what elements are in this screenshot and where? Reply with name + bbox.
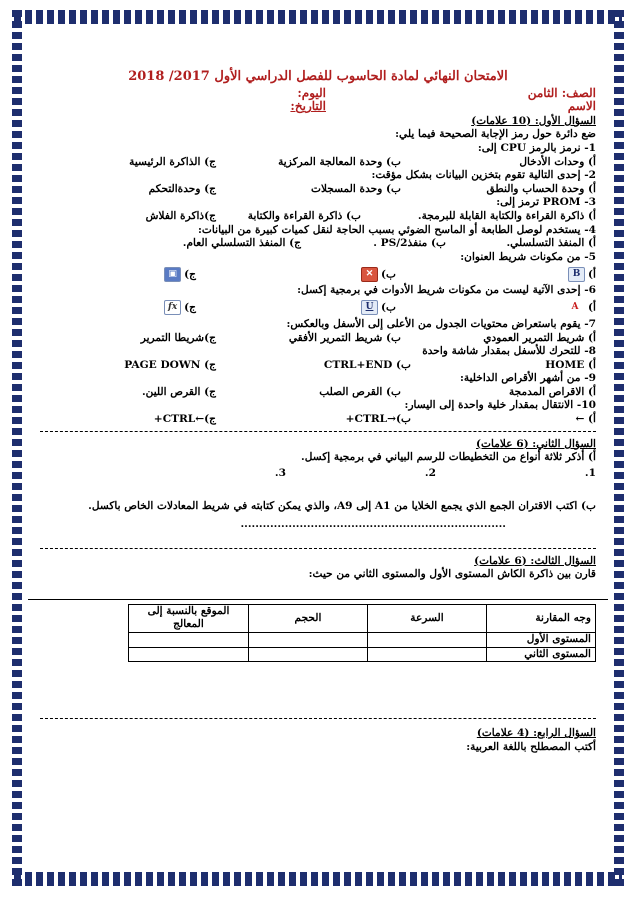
q1-item-5-options	[40, 264, 596, 284]
table-header-cell: وجه المقارنة	[487, 604, 596, 632]
answer-3-number: 3.	[274, 466, 286, 479]
section-rule	[28, 599, 608, 600]
q1-item-10-options	[40, 413, 596, 427]
option-a: أ) شريط التمرير العمودي	[483, 331, 596, 344]
comparison-table	[128, 604, 596, 662]
option-b: ب)→CTRL+	[345, 413, 411, 426]
table-header-cell: الموقع بالنسبة إلى المعالج	[129, 604, 249, 632]
table-row-label: المستوى الأول	[487, 633, 596, 648]
function-icon: fx	[164, 300, 181, 315]
underline-icon: U	[361, 300, 378, 315]
q2-part-b: ب) اكتب الاقتران الجمع الذي يجمع الخلايا من A1 إلى A9، والذي يمكن كتابته في شريط المعادلات الخاص باكسل.	[88, 500, 596, 513]
q1-item-6-stem: 6- إحدى الآتية ليست من مكونات شريط الأدوات في برمجية إكسل:	[297, 284, 596, 297]
q2-part-a: أ) أذكر ثلاثة أنواع من التخطيطات للرسم البياني في برمجية إكسل.	[301, 451, 596, 464]
option-b	[196, 267, 396, 282]
header-row-1	[40, 87, 596, 101]
section-divider	[40, 431, 596, 432]
q1-instruction: ضع دائرة حول رمز الإجابة الصحيحة فيما يلي:	[395, 128, 596, 141]
q1-item-3-options	[40, 210, 596, 224]
option-a: أ) المنفذ التسلسلي.	[506, 237, 596, 250]
q1-item-9-options	[40, 386, 596, 400]
q1-item-9-stem: 9- من أشهر الأقراص الداخلية:	[460, 372, 596, 385]
bold-icon: B	[568, 267, 585, 282]
q1-item-4-options	[40, 237, 596, 251]
answer-cell[interactable]	[129, 647, 249, 662]
option-c: ج) PAGE DOWN	[124, 358, 216, 371]
option-c: ج) الذاكرة الرئيسية	[129, 155, 216, 168]
date-label: التاريخ:	[290, 99, 326, 114]
section-divider	[40, 718, 596, 719]
q1-title: السؤال الأول: (10 علامات)	[471, 114, 596, 127]
option-a-label: أ)	[588, 301, 596, 314]
q4-title: السؤال الرابع: (4 علامات)	[476, 727, 596, 740]
font-color-icon: A	[565, 301, 585, 314]
q1-item-7-options	[40, 332, 596, 346]
option-a	[396, 267, 596, 282]
option-c: ج)ذاكرة الفلاش	[145, 209, 216, 222]
option-a: أ) الاقراص المدمجة	[508, 385, 596, 398]
q4-instruction: أكتب المصطلح باللغة العربية:	[466, 740, 596, 753]
close-icon: ✕	[361, 267, 378, 282]
option-a: أ) وحدة الحساب والنطق	[486, 182, 596, 195]
q2-answer-dots: ........................................................................	[240, 518, 506, 531]
option-c: ج) وحدةالتحكم	[148, 182, 216, 195]
answer-cell[interactable]	[129, 633, 249, 648]
grade-label: الصف: الثامن	[527, 85, 596, 100]
q3-instruction: قارن بين ذاكرة الكاش المستوى الأول والمستوى الثاني من حيث:	[308, 568, 596, 581]
table-header-cell: الحجم	[249, 604, 368, 632]
q1-item-8-stem: 8- للتحرك للأسفل بمقدار شاشة واحدة	[422, 345, 596, 358]
table-row	[129, 647, 596, 662]
q1-item-1-options	[40, 156, 596, 170]
option-b: ب) وحدة المعالجة المركزية	[278, 155, 401, 168]
q1-item-10-stem: 10- الانتقال بمقدار خلية واحدة إلى اليسار:	[404, 399, 596, 412]
name-label: الاسم	[567, 99, 596, 114]
answer-1-number: 1.	[584, 466, 596, 479]
q1-item-1-stem: 1- نرمز بالرمز CPU إلى:	[477, 141, 596, 154]
option-c: ج)←CTRL+	[153, 413, 216, 426]
answer-2-number: 2.	[424, 466, 436, 479]
option-c	[40, 300, 196, 315]
option-b: ب) وحدة المسجلات	[310, 182, 401, 195]
option-a: أ) ذاكرة القراءة والكتابة القابلة للبرمجة.	[417, 209, 596, 222]
section-divider	[40, 548, 596, 549]
option-b-label: ب)	[381, 301, 396, 314]
option-a	[396, 301, 596, 315]
option-b-label: ب)	[381, 268, 396, 281]
table-row-label: المستوى الثاني	[487, 647, 596, 662]
table-header-row	[129, 604, 596, 632]
table-header-cell: السرعة	[368, 604, 487, 632]
option-a: أ) ←	[575, 413, 596, 426]
header-row-2	[40, 100, 596, 114]
option-a: أ) HOME	[545, 358, 596, 371]
option-b: ب) CTRL+END	[323, 358, 411, 371]
page-border-top	[14, 10, 622, 24]
exam-content	[40, 62, 596, 754]
q1-item-5-stem: 5- من مكونات شريط العنوان:	[460, 250, 596, 263]
exam-title: الامتحان النهائي لمادة الحاسوب للفصل الدراسي الأول 2017/ 2018	[128, 69, 508, 84]
option-b: ب) شريط التمرير الأفقي	[288, 331, 401, 344]
q1-item-2-options	[40, 183, 596, 197]
answer-cell[interactable]	[249, 633, 368, 648]
q1-item-3-stem: 3- PROM ترمز إلى:	[496, 196, 596, 209]
page-border-bottom	[14, 872, 622, 886]
option-b: ب) منفذPS/2 .	[373, 237, 446, 250]
option-b: ب) ذاكرة القراءة والكتابة	[247, 209, 361, 222]
option-c-label: ج)	[184, 301, 196, 314]
option-a: أ) وحدات الأدخال	[519, 155, 596, 168]
q1-item-2-stem: 2- إحدى التالية تقوم بتخزين البيانات بشكل مؤقت:	[371, 169, 596, 182]
day-label: اليوم:	[297, 85, 326, 100]
table-row	[129, 633, 596, 648]
q1-item-6-options	[40, 298, 596, 318]
page-border-left	[12, 10, 22, 886]
page-border-right	[614, 10, 624, 886]
option-c-label: ج)	[184, 268, 196, 281]
option-c: ج)شريطا التمرير	[140, 331, 216, 344]
option-b: ب) القرص الصلب	[319, 385, 401, 398]
answer-cell[interactable]	[249, 647, 368, 662]
q1-item-7-stem: 7- يقوم باستعراض محتويات الجدول من الأعلى إلى الأسفل وبالعكس:	[286, 317, 596, 330]
q2-title: السؤال الثاني: (6 علامات)	[475, 437, 596, 450]
option-c	[40, 267, 196, 282]
save-icon: ▣	[164, 267, 181, 282]
q1-item-8-options	[40, 359, 596, 373]
q2-answer-numbers	[40, 467, 596, 481]
q1-item-4-stem: 4- يستخدم لوصل الطابعة أو الماسح الضوئي بسبب الحاجة لنقل كميات كبيرة من البيانات:	[198, 223, 596, 236]
option-c: ج) المنفذ التسلسلي العام.	[182, 237, 301, 250]
answer-cell[interactable]	[368, 633, 487, 648]
option-b	[196, 300, 396, 315]
option-a-label: أ)	[588, 268, 596, 281]
answer-cell[interactable]	[368, 647, 487, 662]
q3-title: السؤال الثالث: (6 علامات)	[474, 554, 596, 567]
option-c: ج) القرص اللين.	[141, 385, 216, 398]
